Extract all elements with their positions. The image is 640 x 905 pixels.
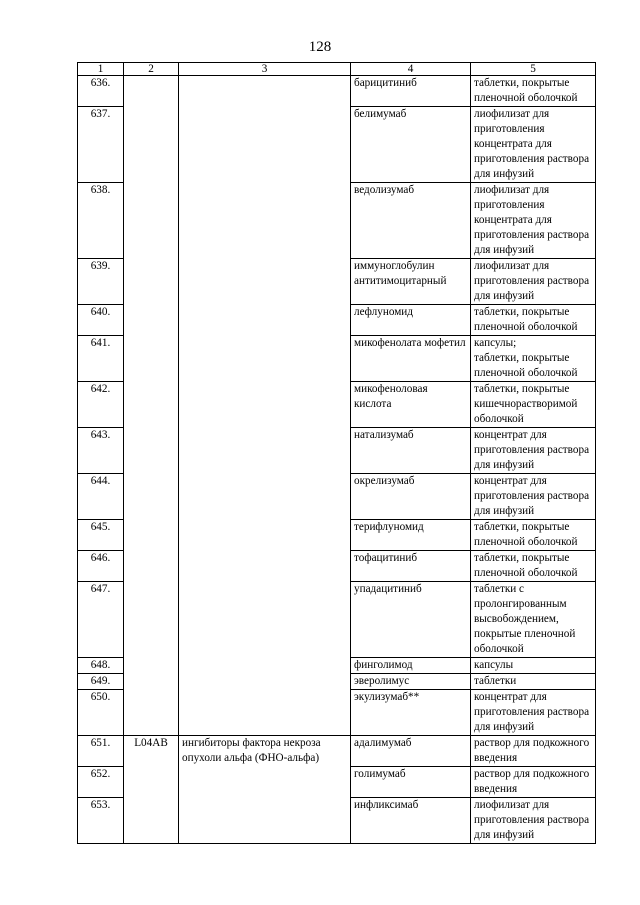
row-number: 638. bbox=[78, 183, 124, 259]
row-number: 644. bbox=[78, 474, 124, 520]
header-row bbox=[78, 63, 596, 76]
row-number: 653. bbox=[78, 798, 124, 844]
drug-name: микофеноловая кислота bbox=[351, 382, 471, 428]
page-number: 128 bbox=[308, 39, 332, 55]
table-row bbox=[78, 736, 596, 767]
drug-name: инфликсимаб bbox=[351, 798, 471, 844]
column-header-5: 5 bbox=[471, 63, 596, 76]
row-number: 652. bbox=[78, 767, 124, 798]
drug-name: окрелизумаб bbox=[351, 474, 471, 520]
dosage-form: лиофилизат для приготовления раствора для инфузий bbox=[471, 259, 596, 305]
row-number: 640. bbox=[78, 305, 124, 336]
row-number: 651. bbox=[78, 736, 124, 767]
drug-name: адалимумаб bbox=[351, 736, 471, 767]
dosage-form: таблетки, покрытые пленочной оболочкой bbox=[471, 520, 596, 551]
row-number: 643. bbox=[78, 428, 124, 474]
drug-name: барицитиниб bbox=[351, 76, 471, 107]
column-header-1: 1 bbox=[78, 63, 124, 76]
drug-name: микофенолата мофетил bbox=[351, 336, 471, 382]
medication-table bbox=[77, 62, 596, 844]
row-number: 639. bbox=[78, 259, 124, 305]
dosage-form: раствор для подкожного введения bbox=[471, 736, 596, 767]
dosage-form: таблетки, покрытые пленочной оболочкой bbox=[471, 305, 596, 336]
drug-name: ведолизумаб bbox=[351, 183, 471, 259]
row-number: 646. bbox=[78, 551, 124, 582]
drug-name: лефлуномид bbox=[351, 305, 471, 336]
dosage-form: таблетки, покрытые кишечнорастворимой оболочкой bbox=[471, 382, 596, 428]
column-header-3: 3 bbox=[179, 63, 351, 76]
column-header-4: 4 bbox=[351, 63, 471, 76]
drug-name: упадацитиниб bbox=[351, 582, 471, 658]
dosage-form: таблетки, покрытые пленочной оболочкой bbox=[471, 76, 596, 107]
empty-code-cell bbox=[124, 76, 179, 736]
drug-name: эверолимус bbox=[351, 674, 471, 690]
row-number: 650. bbox=[78, 690, 124, 736]
drug-name: белимумаб bbox=[351, 107, 471, 183]
dosage-form: таблетки bbox=[471, 674, 596, 690]
drug-name: терифлуномид bbox=[351, 520, 471, 551]
row-number: 642. bbox=[78, 382, 124, 428]
dosage-form: лиофилизат для приготовления концентрата для приготовления раствора для инфузий bbox=[471, 183, 596, 259]
dosage-form: раствор для подкожного введения bbox=[471, 767, 596, 798]
dosage-form: лиофилизат для приготовления концентрата для приготовления раствора для инфузий bbox=[471, 107, 596, 183]
row-number: 648. bbox=[78, 658, 124, 674]
dosage-form: концентрат для приготовления раствора для инфузий bbox=[471, 428, 596, 474]
dosage-form: лиофилизат для приготовления раствора для инфузий bbox=[471, 798, 596, 844]
column-header-2: 2 bbox=[124, 63, 179, 76]
drug-name: тофацитиниб bbox=[351, 551, 471, 582]
dosage-form: концентрат для приготовления раствора для инфузий bbox=[471, 474, 596, 520]
drug-name: голимумаб bbox=[351, 767, 471, 798]
group-description: ингибиторы фактора некроза опухоли альфа (ФНО-альфа) bbox=[179, 736, 351, 844]
row-number: 649. bbox=[78, 674, 124, 690]
row-number: 645. bbox=[78, 520, 124, 551]
dosage-form: таблетки с пролонгированным высвобождением, покрытые пленочной оболочкой bbox=[471, 582, 596, 658]
drug-name: натализумаб bbox=[351, 428, 471, 474]
table-body bbox=[78, 76, 596, 844]
dosage-form: концентрат для приготовления раствора для инфузий bbox=[471, 690, 596, 736]
row-number: 636. bbox=[78, 76, 124, 107]
row-number: 641. bbox=[78, 336, 124, 382]
dosage-form: капсулы; таблетки, покрытые пленочной оболочкой bbox=[471, 336, 596, 382]
dosage-form: таблетки, покрытые пленочной оболочкой bbox=[471, 551, 596, 582]
row-number: 647. bbox=[78, 582, 124, 658]
drug-name: финголимод bbox=[351, 658, 471, 674]
table-row bbox=[78, 76, 596, 107]
empty-group-cell bbox=[179, 76, 351, 736]
drug-name: экулизумаб** bbox=[351, 690, 471, 736]
atc-code: L04AB bbox=[124, 736, 179, 844]
row-number: 637. bbox=[78, 107, 124, 183]
dosage-form: капсулы bbox=[471, 658, 596, 674]
drug-name: иммуноглобулин антитимоцитарный bbox=[351, 259, 471, 305]
